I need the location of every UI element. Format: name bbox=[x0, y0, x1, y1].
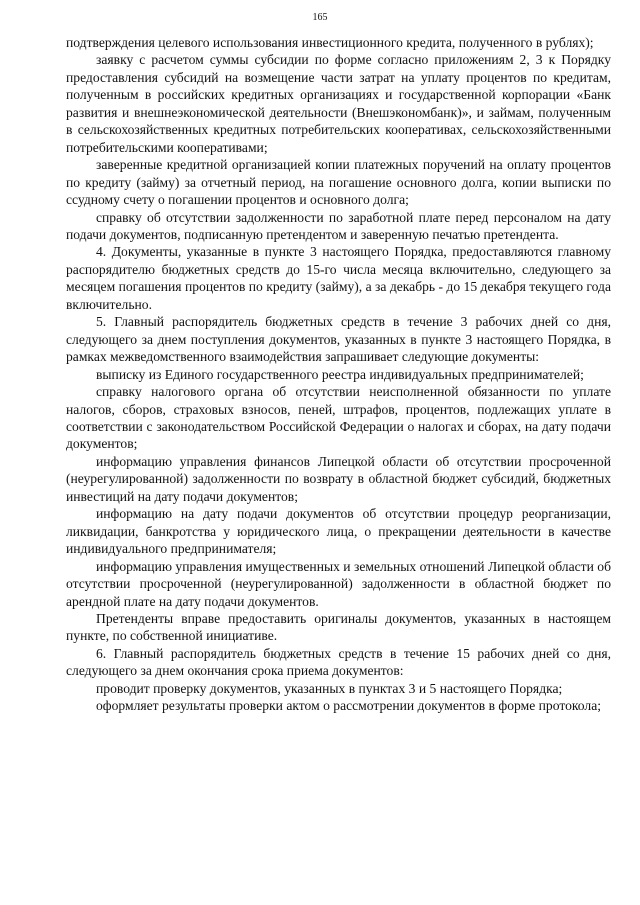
paragraph: 4. Документы, указанные в пункте 3 настоящего Порядка, предоставляются главному распорядителю бюджетных средств до 15-го числа месяца включительно, следующего за месяцем погашения процентов по кредиту (займу), а за декабрь - до 15 декабря текущего года включительно. bbox=[66, 244, 611, 312]
paragraph: справку налогового органа об отсутствии неисполненной обязанности по уплате налогов, сборов, страховых взносов, пеней, штрафов, процентов, подлежащих уплате в соответствии с законодательством Российской Федерации о налогах и сборах, на дату подачи документов; bbox=[66, 384, 611, 452]
paragraph: оформляет результаты проверки актом о рассмотрении документов в форме протокола; bbox=[96, 698, 602, 714]
paragraph: 6. Главный распорядитель бюджетных средств в течение 15 рабочих дней со дня, следующего за днем окончания срока приема документов: bbox=[66, 645, 611, 679]
paragraph: справку об отсутствии задолженности по заработной плате перед персоналом на дату подачи документов, подписанную претендентом и заверенную печатью претендента. bbox=[66, 209, 611, 242]
paragraph: Претенденты вправе предоставить оригиналы документов, указанных в настоящем пункте, по собственной инициативе. bbox=[66, 610, 611, 644]
paragraph: информацию управления финансов Липецкой области об отсутствии просроченной (неурегулированной) задолженности по возврату в областной бюджет субсидий, бюджетных инвестиций на дату подачи документов; bbox=[66, 453, 611, 504]
paragraph: 5. Главный распорядитель бюджетных средств в течение 3 рабочих дней со дня, следующего за днем поступления документов, указанных в пункте 3 настоящего Порядка, в рамках межведомственного взаимодействия запрашивает следующие документы: bbox=[66, 314, 611, 365]
paragraph: проводит проверку документов, указанных в пунктах 3 и 5 настоящего Порядка; bbox=[96, 680, 563, 696]
paragraph: информацию управления имущественных и земельных отношений Липецкой области об отсутствии просроченной (неурегулированной) задолженности в областной бюджет по арендной плате на дату подачи документов. bbox=[66, 558, 611, 609]
paragraph: заверенные кредитной организацией копии платежных поручений на оплату процентов по кредиту (займу) за отчетный период, на погашение основного долга, копии выписки по ссудному счету о погашении процентов и основного долга; bbox=[66, 157, 611, 208]
paragraph: выписку из Единого государственного реестра индивидуальных предпринимателей; bbox=[96, 366, 584, 382]
paragraph: заявку с расчетом суммы субсидии по форме согласно приложениям 2, 3 к Порядку предоставления субсидий на возмещение части затрат на уплату процентов по кредитам, полученным в российских кредитных организациях и государственной корпорации «Банк развития и внешнеэкономической деятельности (Внешэкономбанк)», и займам, полученным в сельскохозяйственных кредитных потребительских кооперативах, сельскохозяйственными потребительскими кооперативами; bbox=[66, 52, 611, 155]
document-body bbox=[66, 34, 611, 715]
paragraph: подтверждения целевого использования инвестиционного кредита, полученного в рублях); bbox=[66, 35, 594, 50]
paragraph: информацию на дату подачи документов об отсутствии процедур реорганизации, ликвидации, банкротства у юридического лица, о прекращении деятельности в качестве индивидуального предпринимателя; bbox=[66, 506, 611, 557]
page-number: 165 bbox=[312, 12, 328, 23]
